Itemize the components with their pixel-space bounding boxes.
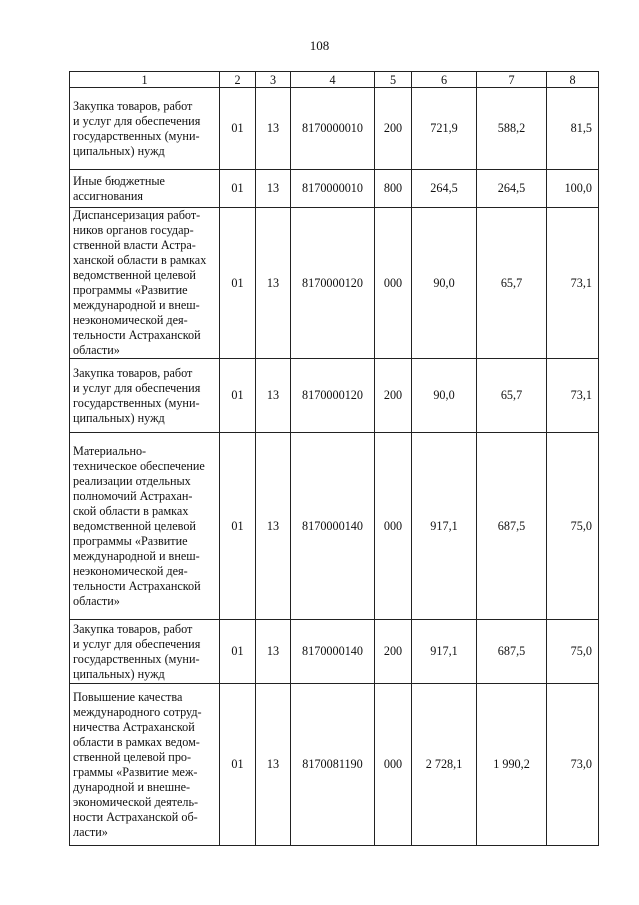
cell-value-6: 264,5 (412, 170, 477, 208)
cell-value-8: 75,0 (547, 433, 599, 620)
cell-subsection: 13 (256, 208, 291, 359)
cell-target-article: 8170000140 (291, 433, 375, 620)
cell-expense-type: 200 (375, 88, 412, 170)
table-row (70, 208, 599, 359)
row-description (70, 208, 220, 359)
column-header: 2 (220, 72, 256, 88)
cell-value-6: 917,1 (412, 433, 477, 620)
cell-target-article: 8170000010 (291, 170, 375, 208)
row-description (70, 433, 220, 620)
cell-value-8: 73,1 (547, 359, 599, 433)
cell-value-6: 90,0 (412, 359, 477, 433)
row-description (70, 170, 220, 208)
cell-value-7: 687,5 (477, 620, 547, 684)
row-description (70, 684, 220, 846)
cell-expense-type: 000 (375, 208, 412, 359)
cell-subsection: 13 (256, 620, 291, 684)
cell-value-7: 65,7 (477, 359, 547, 433)
row-description-text: Диспансеризация работ- ников органов государ- ственной власти Астра- ханской области в рамках ведомственной целевой программы «Развитие международной и внеш- неэкономической дея- тельности Астраханской области» (73, 208, 207, 357)
budget-table (69, 71, 599, 846)
column-header: 5 (375, 72, 412, 88)
cell-section: 01 (220, 359, 256, 433)
cell-target-article: 8170081190 (291, 684, 375, 846)
cell-value-8: 73,1 (547, 208, 599, 359)
cell-expense-type: 000 (375, 684, 412, 846)
row-description (70, 88, 220, 170)
cell-value-6: 2 728,1 (412, 684, 477, 846)
cell-value-7: 65,7 (477, 208, 547, 359)
row-description (70, 620, 220, 684)
cell-expense-type: 800 (375, 170, 412, 208)
table-row (70, 170, 599, 208)
cell-subsection: 13 (256, 359, 291, 433)
cell-section: 01 (220, 170, 256, 208)
cell-subsection: 13 (256, 684, 291, 846)
cell-value-8: 81,5 (547, 88, 599, 170)
cell-value-6: 721,9 (412, 88, 477, 170)
cell-value-7: 687,5 (477, 433, 547, 620)
cell-subsection: 13 (256, 170, 291, 208)
header-row (70, 72, 599, 88)
row-description-text: Закупка товаров, работ и услуг для обеспечения государственных (муни- ципальных) нужд (73, 98, 201, 158)
cell-value-8: 100,0 (547, 170, 599, 208)
row-description (70, 359, 220, 433)
column-header: 8 (547, 72, 599, 88)
column-header: 4 (291, 72, 375, 88)
cell-expense-type: 200 (375, 359, 412, 433)
table-row (70, 359, 599, 433)
cell-subsection: 13 (256, 433, 291, 620)
cell-target-article: 8170000120 (291, 359, 375, 433)
row-description-text: Материально- техническое обеспечение реализации отдельных полномочий Астрахан- ской области в рамках ведомственной целевой программы «Развитие международной и внеш- неэкономической дея- тельности Астраханской области» (73, 443, 205, 608)
cell-expense-type: 200 (375, 620, 412, 684)
cell-value-6: 90,0 (412, 208, 477, 359)
column-header: 6 (412, 72, 477, 88)
cell-target-article: 8170000140 (291, 620, 375, 684)
column-header: 1 (70, 72, 220, 88)
cell-section: 01 (220, 433, 256, 620)
cell-target-article: 8170000010 (291, 88, 375, 170)
row-description-text: Иные бюджетные ассигнования (73, 173, 165, 203)
cell-expense-type: 000 (375, 433, 412, 620)
cell-value-7: 264,5 (477, 170, 547, 208)
cell-section: 01 (220, 88, 256, 170)
cell-value-8: 73,0 (547, 684, 599, 846)
table-row (70, 433, 599, 620)
column-header: 7 (477, 72, 547, 88)
row-description-text: Повышение качества международного сотруд- ничества Астраханской области в рамках ведом- ственной целевой про- граммы «Развитие меж- дународной и внешне- экономической деятель- ности Астраханской об- ласти» (73, 689, 202, 839)
cell-target-article: 8170000120 (291, 208, 375, 359)
cell-value-8: 75,0 (547, 620, 599, 684)
cell-value-7: 588,2 (477, 88, 547, 170)
table-row (70, 620, 599, 684)
column-header: 3 (256, 72, 291, 88)
cell-section: 01 (220, 620, 256, 684)
table-row (70, 88, 599, 170)
row-description-text: Закупка товаров, работ и услуг для обеспечения государственных (муни- ципальных) нужд (73, 621, 201, 681)
cell-subsection: 13 (256, 88, 291, 170)
cell-section: 01 (220, 208, 256, 359)
cell-section: 01 (220, 684, 256, 846)
table-row (70, 684, 599, 846)
row-description-text: Закупка товаров, работ и услуг для обеспечения государственных (муни- ципальных) нужд (73, 365, 201, 425)
cell-value-7: 1 990,2 (477, 684, 547, 846)
cell-value-6: 917,1 (412, 620, 477, 684)
page-number: 108 (309, 38, 330, 53)
